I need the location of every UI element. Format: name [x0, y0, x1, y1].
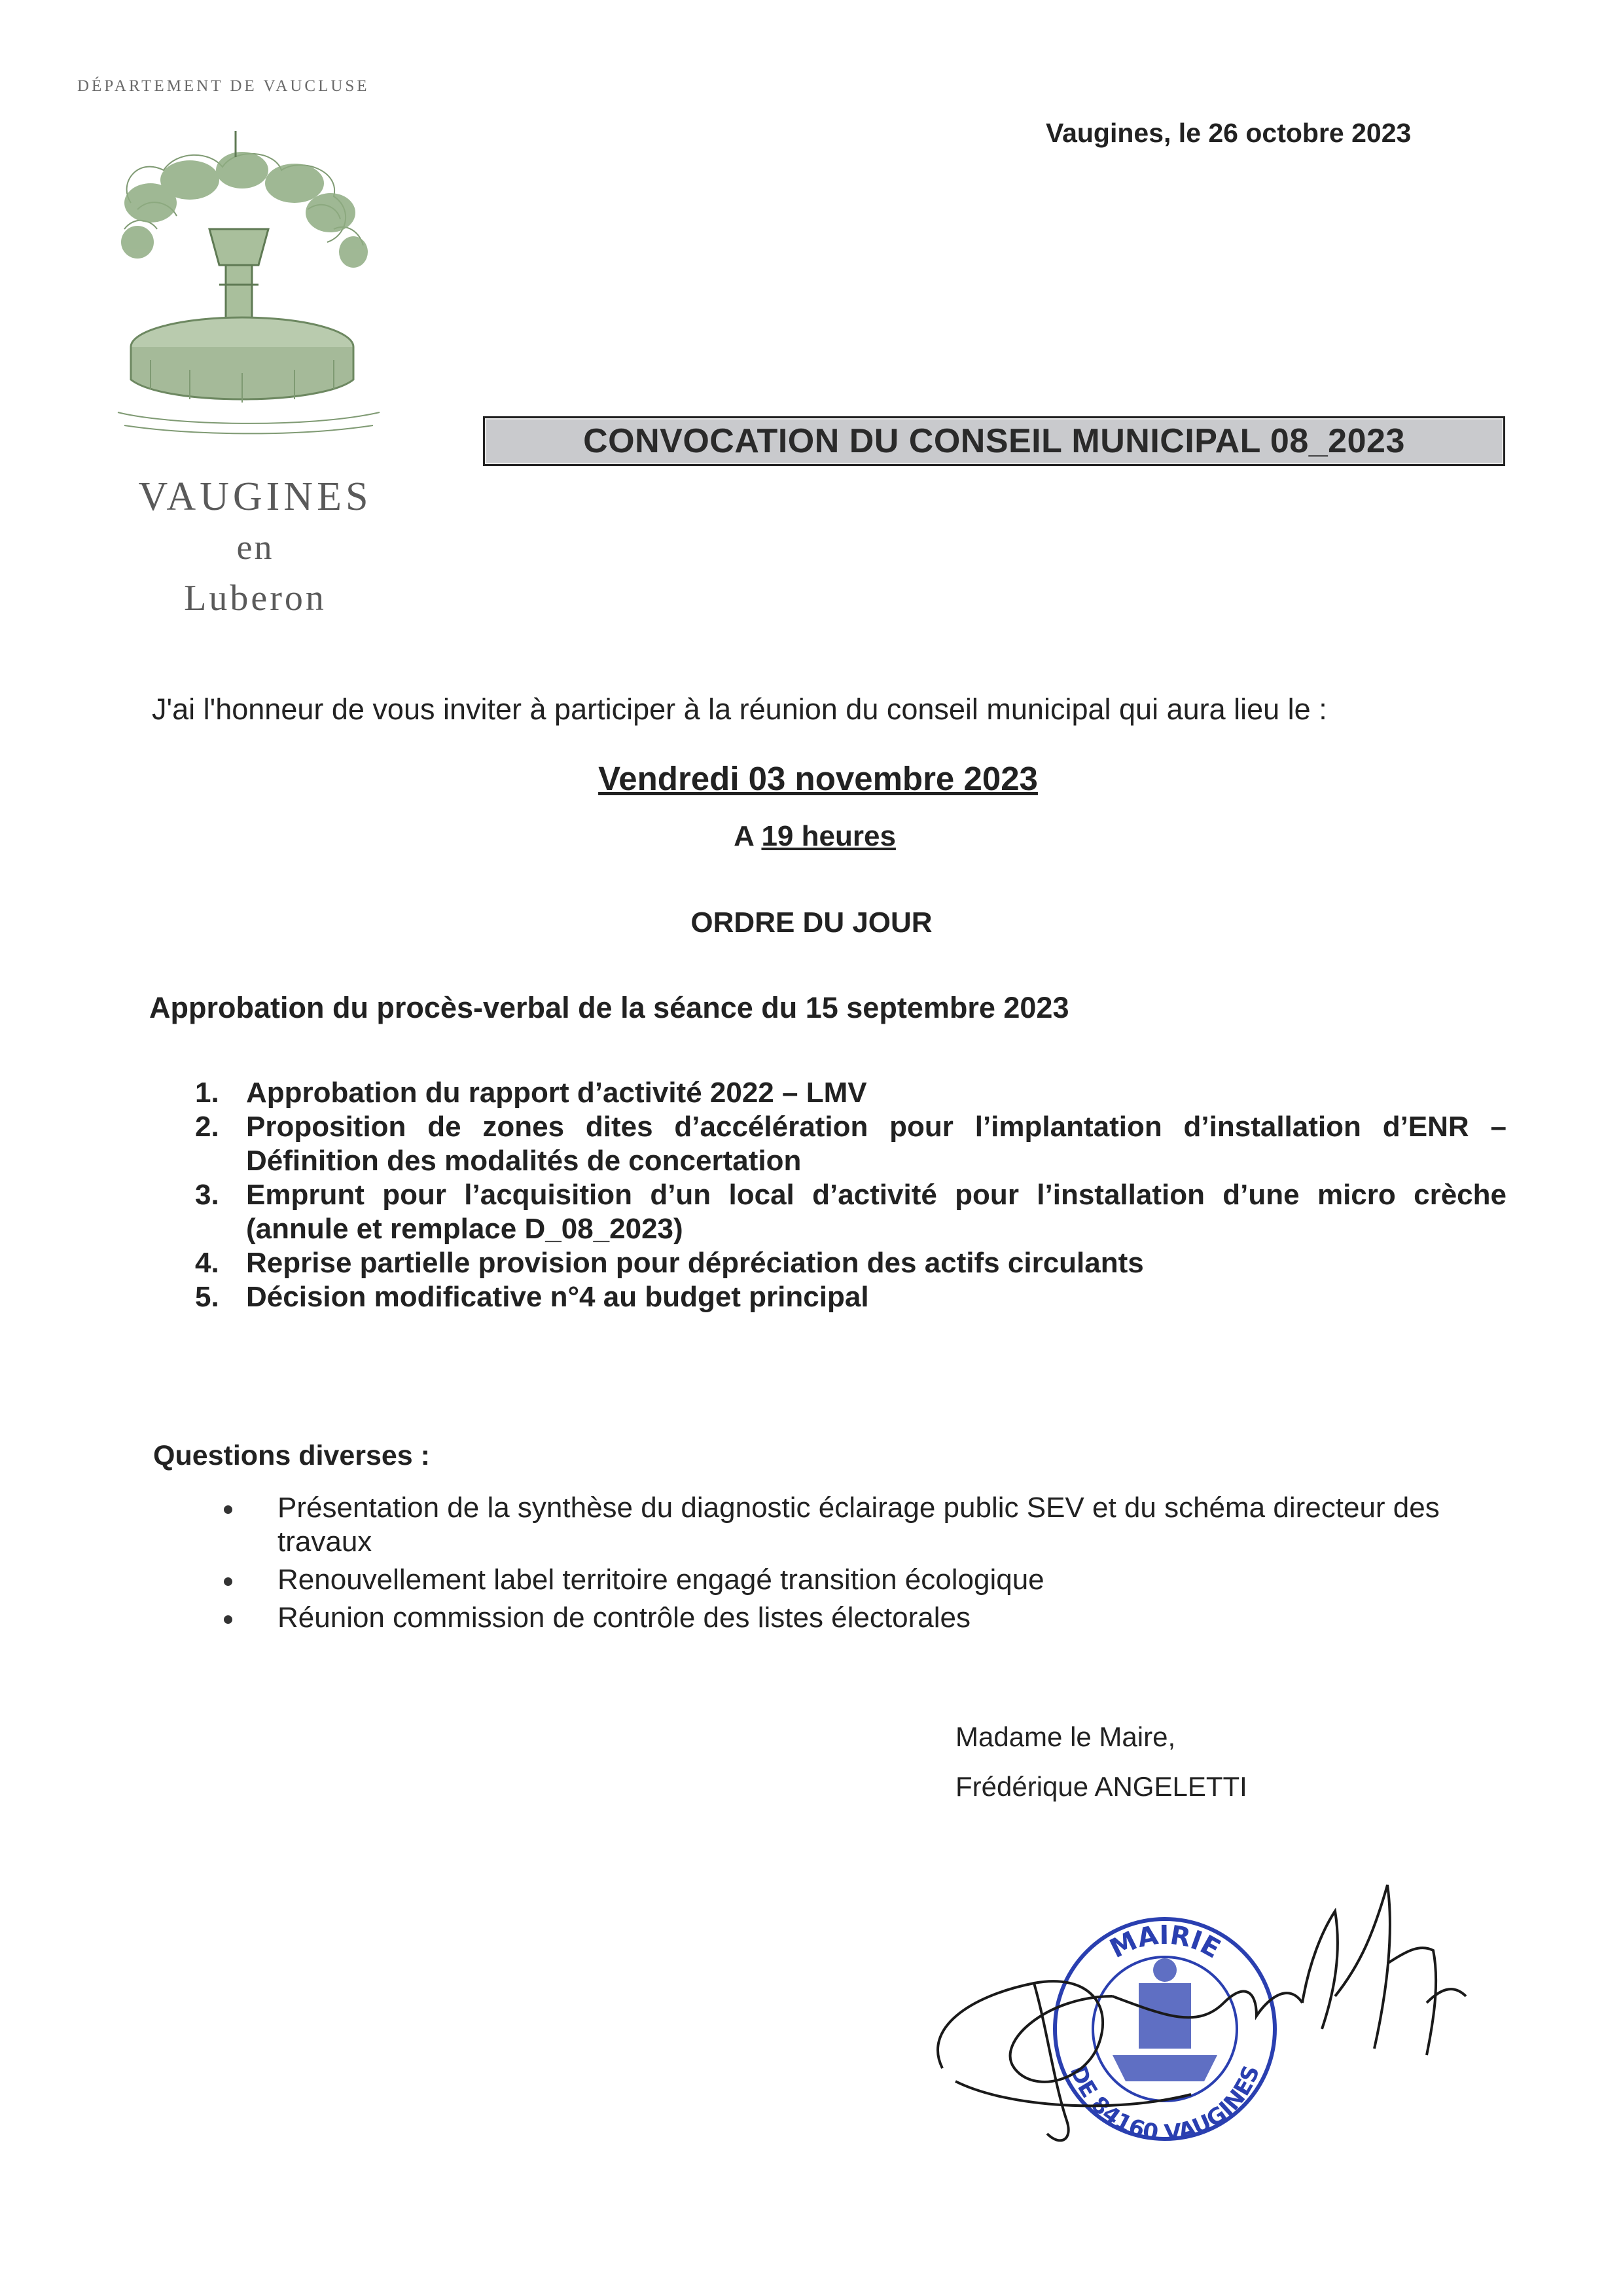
agenda-item-text: Approbation du rapport d’activité 2022 – LMV	[246, 1077, 867, 1109]
place-and-date: Vaugines, le 26 octobre 2023	[1046, 118, 1412, 148]
list-item-text: Réunion commission de contrôle des listes électorales	[277, 1602, 971, 1634]
agenda-item-number: 1.	[195, 1077, 219, 1109]
list-item	[224, 1601, 1500, 1635]
handwritten-signature-icon	[938, 1885, 1466, 2140]
commune-en: en	[236, 528, 274, 567]
agenda-item-text	[246, 1110, 1507, 1178]
commune-name: VAUGINES	[138, 475, 372, 519]
list-item	[224, 1491, 1500, 1559]
agenda-list	[195, 1076, 1507, 1314]
fountain-engraving-icon	[111, 131, 386, 439]
signature-stamp	[916, 1833, 1492, 2199]
agenda-item	[195, 1110, 1507, 1178]
agenda-item-text: Décision modificative n°4 au budget principal	[246, 1281, 869, 1313]
document-title-box	[483, 416, 1505, 466]
meeting-time	[0, 820, 1623, 853]
meeting-time-value: 19 heures	[761, 820, 896, 852]
bullet-icon	[224, 1563, 277, 1597]
agenda-item-text	[246, 1178, 1507, 1246]
agenda-heading: ORDRE DU JOUR	[690, 906, 933, 939]
agenda-item	[195, 1076, 1507, 1110]
agenda-item-number: 2.	[195, 1111, 219, 1143]
official-stamp-icon	[1055, 1919, 1275, 2146]
department-header: DÉPARTEMENT DE VAUCLUSE	[77, 77, 370, 95]
commune-region: Luberon	[184, 578, 327, 619]
bullet-icon	[224, 1601, 277, 1635]
agenda-item-line: (annule et remplace D_08_2023)	[246, 1213, 683, 1245]
signatory-title: Madame le Maire,	[955, 1721, 1176, 1752]
list-item-text: Présentation de la synthèse du diagnostic éclairage public SEV et du schéma directeur des travaux	[277, 1492, 1440, 1558]
agenda-item-number: 3.	[195, 1179, 219, 1211]
agenda-item	[195, 1246, 1507, 1280]
stamp-bottom-text: DE 84160 VAUGINES	[1064, 2062, 1266, 2147]
stamp-top-text: MAIRIE	[1105, 1920, 1226, 1965]
bullet-icon	[224, 1491, 277, 1559]
agenda-item	[195, 1178, 1507, 1246]
agenda-item-number: 4.	[195, 1247, 219, 1279]
questions-list	[224, 1491, 1500, 1639]
list-item	[224, 1563, 1500, 1597]
agenda-approval: Approbation du procès-verbal de la séance du 15 septembre 2023	[149, 991, 1069, 1024]
list-item-text: Renouvellement label territoire engagé transition écologique	[277, 1564, 1044, 1596]
agenda-item-text: Reprise partielle provision pour dépréciation des actifs circulants	[246, 1247, 1144, 1279]
agenda-item-line: Proposition de zones dites d’accélération pour l’implantation d’installation d’ENR –	[246, 1111, 1507, 1143]
agenda-item-number: 5.	[195, 1281, 219, 1313]
commune-name-block	[72, 471, 438, 624]
agenda-item-line: Définition des modalités de concertation	[246, 1145, 802, 1177]
agenda-item	[195, 1280, 1507, 1314]
signatory-name: Frédérique ANGELETTI	[955, 1771, 1247, 1802]
agenda-item-line: Emprunt pour l’acquisition d’un local d’activité pour l’installation d’une micro crèche	[246, 1179, 1507, 1211]
intro-paragraph: J'ai l'honneur de vous inviter à participer à la réunion du conseil municipal qui aura lieu le :	[152, 692, 1327, 726]
meeting-time-prefix: A	[734, 820, 762, 852]
questions-heading: Questions diverses :	[153, 1440, 430, 1471]
meeting-date: Vendredi 03 novembre 2023	[598, 760, 1038, 797]
document-title: CONVOCATION DU CONSEIL MUNICIPAL 08_2023	[583, 422, 1405, 460]
